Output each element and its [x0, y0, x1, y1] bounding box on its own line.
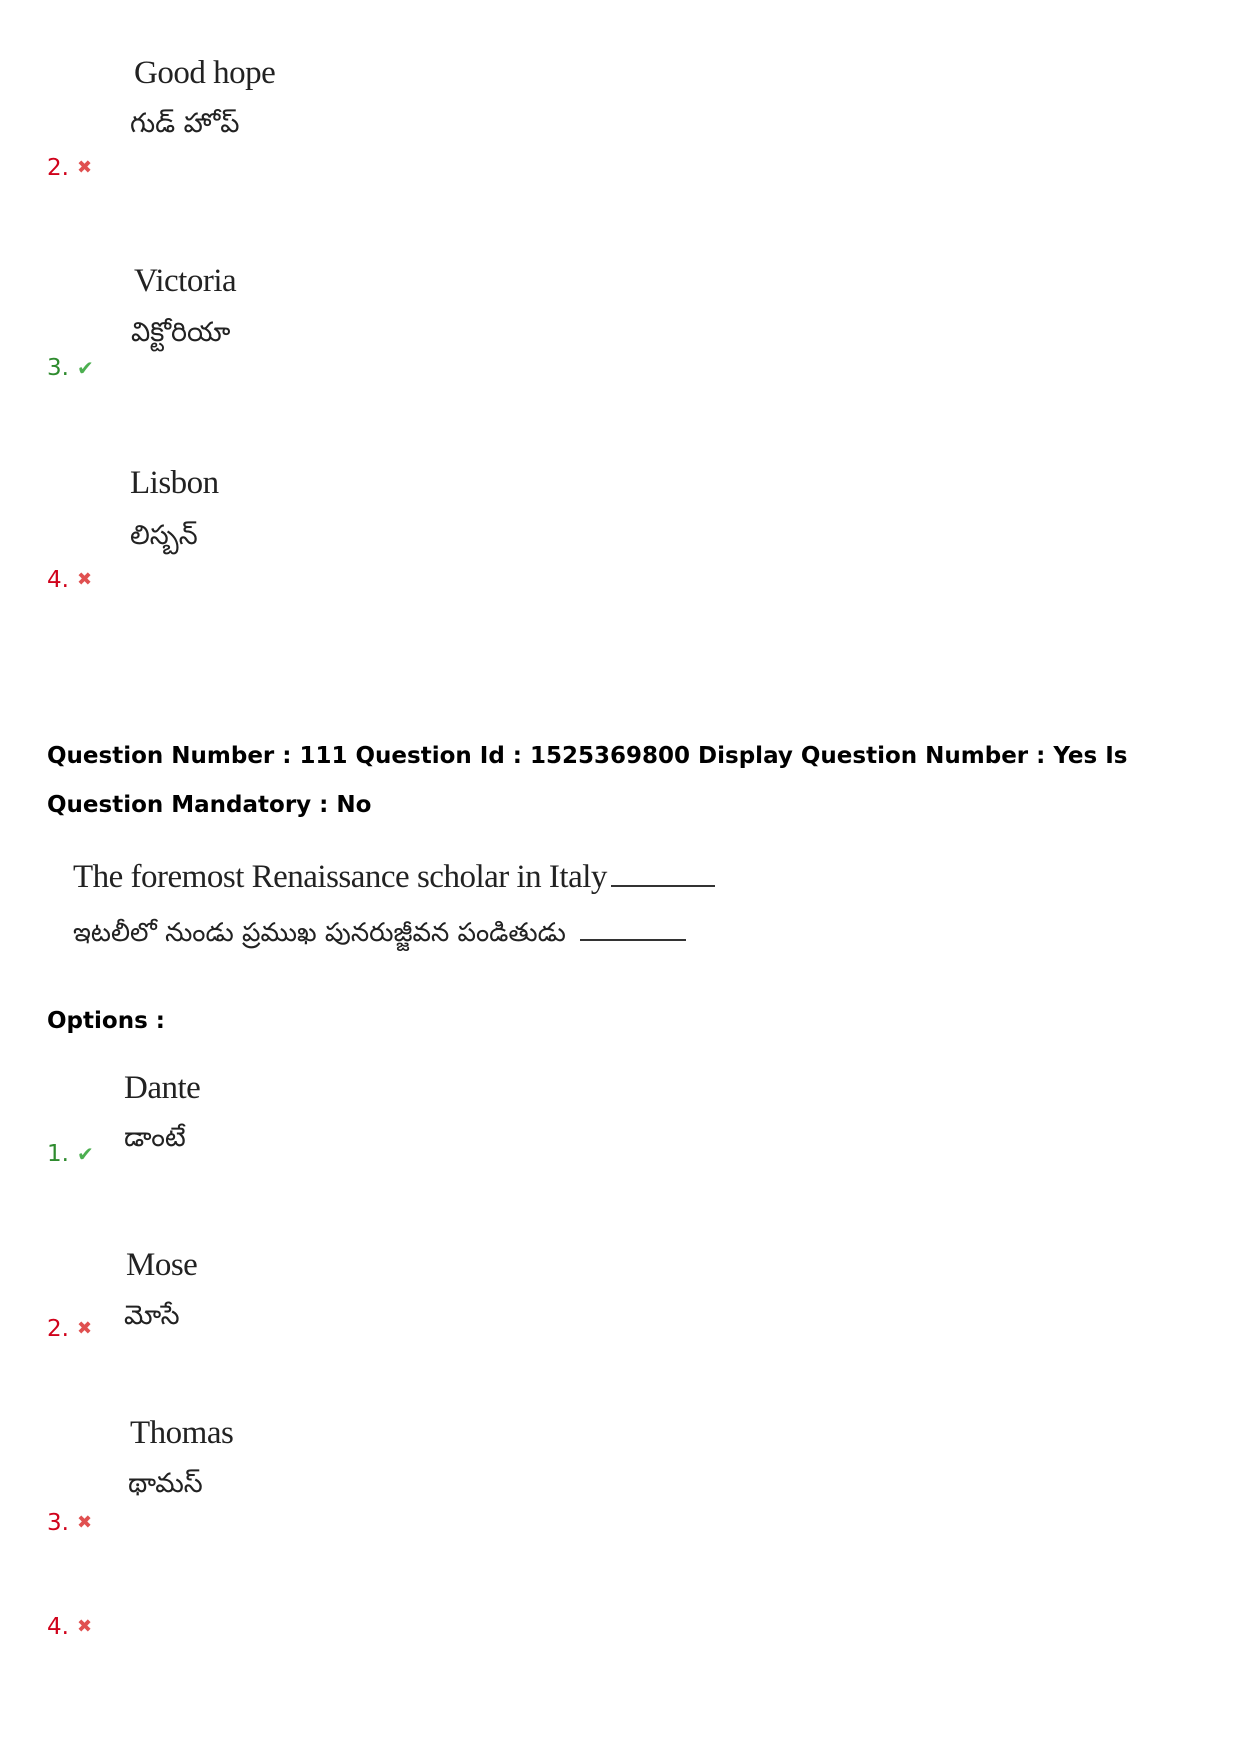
question-text-en-label: The foremost Renaissance scholar in Italy [73, 859, 607, 895]
option-number-label: 3. [47, 355, 69, 381]
option-number-label: 4. [47, 1614, 69, 1640]
answer-blank [580, 909, 686, 941]
question-header: Question Number : 111 Question Id : 1525369800 Display Question Number : Yes Is Question Mandatory : No [47, 743, 1128, 818]
option-number [47, 1316, 92, 1342]
option-number [47, 155, 92, 181]
option-number-label: 3. [47, 1510, 69, 1536]
option-number-label: 1. [47, 1141, 69, 1167]
option-number-label: 4. [47, 567, 69, 593]
option-text-te: విక్టోరియా [131, 317, 231, 348]
option-text-en: Thomas [130, 1415, 234, 1451]
option-number [47, 1614, 92, 1640]
option-text-te: లిస్బన్ [130, 520, 198, 551]
option-text-en: Dante [124, 1070, 201, 1106]
check-icon: ✔ [76, 356, 94, 380]
cross-icon: ✖ [76, 1512, 93, 1533]
option-number-label: 2. [47, 155, 69, 181]
option-number [47, 567, 92, 593]
cross-icon: ✖ [76, 1616, 93, 1637]
question-text-te-label: ఇటలీలో నుండు ప్రముఖ పునరుజ్జీవన పండితుడు [73, 918, 566, 948]
check-icon: ✔ [76, 1142, 94, 1166]
option-text-te: మోసే [124, 1300, 180, 1331]
option-text-en: Lisbon [130, 465, 219, 501]
option-text-en: Victoria [134, 263, 237, 299]
option-number [47, 355, 94, 381]
question-text-te [73, 909, 686, 954]
answer-blank [611, 855, 715, 887]
option-text-en: Good hope [134, 55, 276, 91]
cross-icon: ✖ [76, 1318, 93, 1339]
cross-icon: ✖ [76, 157, 93, 178]
option-number [47, 1141, 94, 1167]
question-text-en [73, 855, 715, 896]
options-label: Options : [47, 1008, 165, 1034]
option-number [47, 1510, 92, 1536]
option-text-te: గుడ్ హోప్ [130, 108, 240, 139]
option-number-label: 2. [47, 1316, 69, 1342]
option-text-te: థామస్ [128, 1468, 203, 1499]
option-text-en: Mose [126, 1247, 198, 1283]
option-text-te: డాంటే [124, 1122, 186, 1153]
cross-icon: ✖ [76, 569, 93, 590]
